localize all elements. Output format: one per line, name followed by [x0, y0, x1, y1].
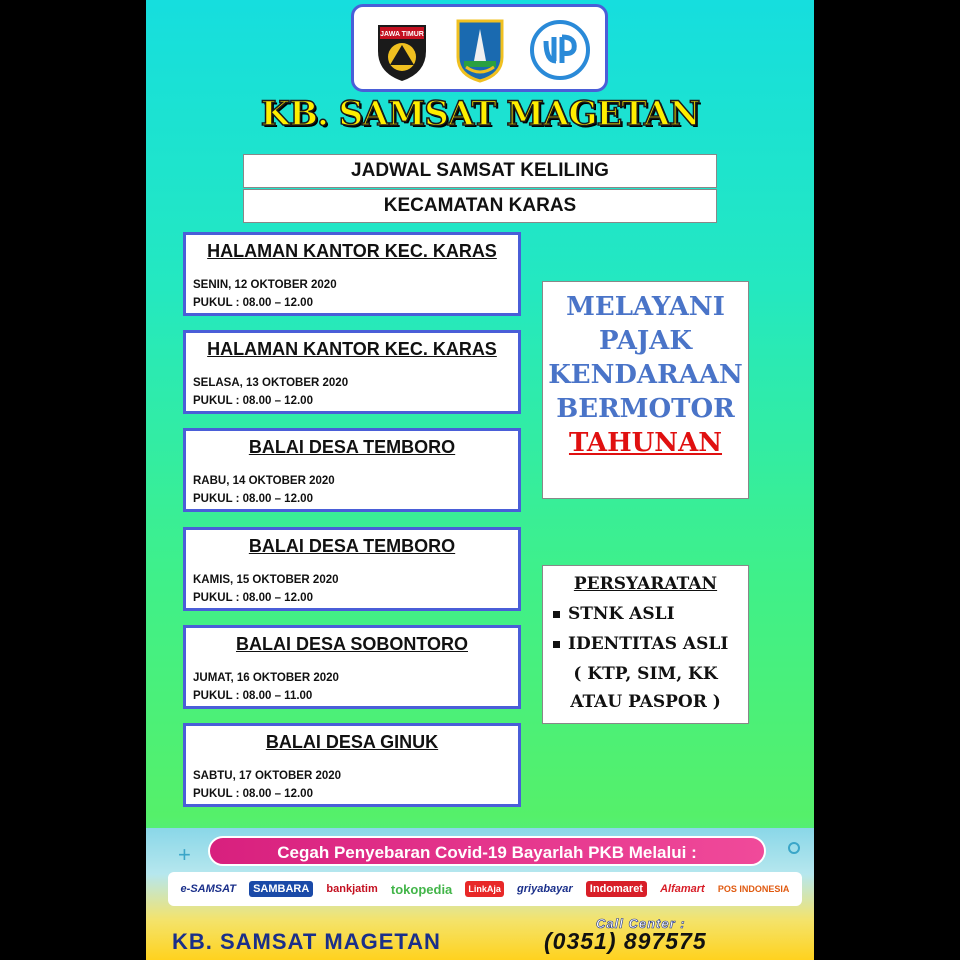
covid-banner: Cegah Penyebaran Covid-19 Bayarlah PKB Melalui : — [208, 836, 766, 866]
schedule-day: SABTU, 17 OKTOBER 2020 — [193, 770, 342, 782]
service-box — [542, 281, 749, 499]
jatim-crest-icon — [452, 17, 508, 83]
poster — [146, 0, 814, 960]
schedule-day: KAMIS, 15 OKTOBER 2020 — [193, 574, 339, 586]
requirements-box — [542, 565, 749, 724]
schedule-card — [183, 723, 521, 807]
schedule-location: HALAMAN KANTOR KEC. KARAS — [207, 241, 497, 261]
jasa-raharja-icon — [528, 17, 592, 83]
requirement-note: ( KTP, SIM, KK — [573, 664, 718, 684]
requirement-item — [553, 634, 728, 654]
schedule-header: JADWAL SAMSAT KELILING — [243, 154, 717, 188]
payment-channels — [168, 872, 802, 906]
schedule-time: PUKUL : 08.00 – 12.00 — [193, 493, 313, 505]
schedule-time: PUKUL : 08.00 – 11.00 — [193, 690, 313, 702]
schedule-day: SELASA, 13 OKTOBER 2020 — [193, 377, 349, 389]
schedule-card — [183, 232, 521, 316]
callcenter-phone: (0351) 897575 — [544, 928, 707, 954]
schedule-location: HALAMAN KANTOR KEC. KARAS — [207, 339, 497, 359]
police-badge-text: JAWA TIMUR — [380, 31, 424, 38]
schedule-day: JUMAT, 16 OKTOBER 2020 — [193, 672, 339, 684]
requirement-text: IDENTITAS ASLI — [568, 634, 729, 654]
requirement-note: ATAU PASPOR ) — [570, 692, 721, 712]
payment-logo-tokopedia: tokopedia — [390, 881, 453, 897]
ring-decoration-icon — [788, 842, 800, 854]
bullet-icon — [553, 611, 560, 618]
payment-logo-linkaja: LinkAja — [465, 881, 504, 897]
district-header: KECAMATAN KARAS — [243, 189, 717, 223]
requirement-text: STNK ASLI — [568, 604, 675, 624]
schedule-time: PUKUL : 08.00 – 12.00 — [193, 788, 313, 800]
schedule-location: BALAI DESA TEMBORO — [248, 536, 456, 556]
schedule-location: BALAI DESA GINUK — [265, 732, 439, 752]
schedule-location: BALAI DESA SOBONTORO — [235, 634, 468, 654]
schedule-time: PUKUL : 08.00 – 12.00 — [193, 592, 313, 604]
page-title: KB. SAMSAT MAGETAN — [260, 94, 700, 134]
service-line: KENDARAAN — [548, 360, 743, 390]
service-line: MELAYANI — [566, 292, 725, 322]
schedule-card — [183, 527, 521, 611]
schedule-card — [183, 428, 521, 512]
police-badge-icon — [374, 17, 430, 83]
payment-logo-griyabayar: griyabayar — [517, 883, 573, 895]
payment-logo-indomaret: Indomaret — [586, 881, 647, 897]
payment-logo-sambara: SAMBARA — [249, 881, 313, 897]
schedule-time: PUKUL : 08.00 – 12.00 — [193, 297, 313, 309]
payment-logo-bankjatim: bankjatim — [326, 883, 378, 895]
footer-brand: KB. SAMSAT MAGETAN — [172, 929, 441, 954]
payment-logo-pos: POS INDONESIA — [717, 884, 790, 894]
footer — [146, 828, 814, 960]
schedule-time: PUKUL : 08.00 – 12.00 — [193, 395, 313, 407]
service-line: PAJAK — [599, 326, 692, 356]
callcenter-label: Call Center : — [596, 916, 686, 931]
payment-logo-alfamart: Alfamart — [660, 883, 705, 895]
service-line: BERMOTOR — [556, 394, 735, 424]
plus-decoration-icon: + — [178, 842, 191, 867]
payment-logo-esamsat: e-SAMSAT — [180, 883, 236, 895]
requirements-title: PERSYARATAN — [573, 574, 718, 594]
schedule-day: SENIN, 12 OKTOBER 2020 — [193, 279, 337, 291]
schedule-card — [183, 330, 521, 414]
bullet-icon — [553, 641, 560, 648]
schedule-location: BALAI DESA TEMBORO — [248, 437, 456, 457]
logo-box — [351, 4, 608, 92]
schedule-card — [183, 625, 521, 709]
service-highlight: TAHUNAN — [568, 428, 723, 458]
schedule-day: RABU, 14 OKTOBER 2020 — [193, 475, 335, 487]
requirement-item — [553, 604, 675, 624]
